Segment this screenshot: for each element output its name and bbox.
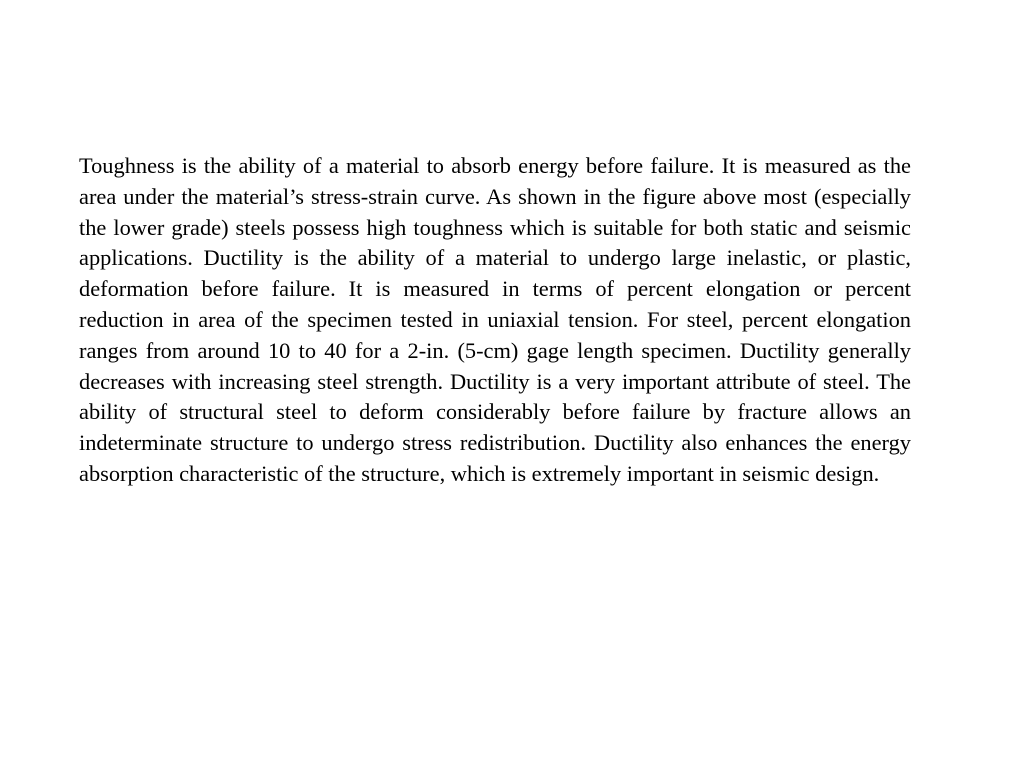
body-paragraph: Toughness is the ability of a material to absorb energy before failure. It is measured as the area under the material’s stress-strain curve. As shown in the figure above most (especially the lower grade) steels possess high toughness which is suitable for both static and seismic applications. Ductility is the ability of a material to undergo large inelastic, or plastic, deformation before failure. It is measured in terms of percent elongation or percent reduction in area of the specimen tested in uniaxial tension. For steel, percent elongation ranges from around 10 to 40 for a 2-in. (5-cm) gage length specimen. Ductility generally decreases with increasing steel strength. Ductility is a very important attribute of steel. The ability of structural steel to deform considerably before failure by fracture allows an indeterminate structure to undergo stress redistribution. Ductility also enhances the energy absorption characteristic of the structure, which is extremely important in seismic design.: [79, 153, 911, 486]
